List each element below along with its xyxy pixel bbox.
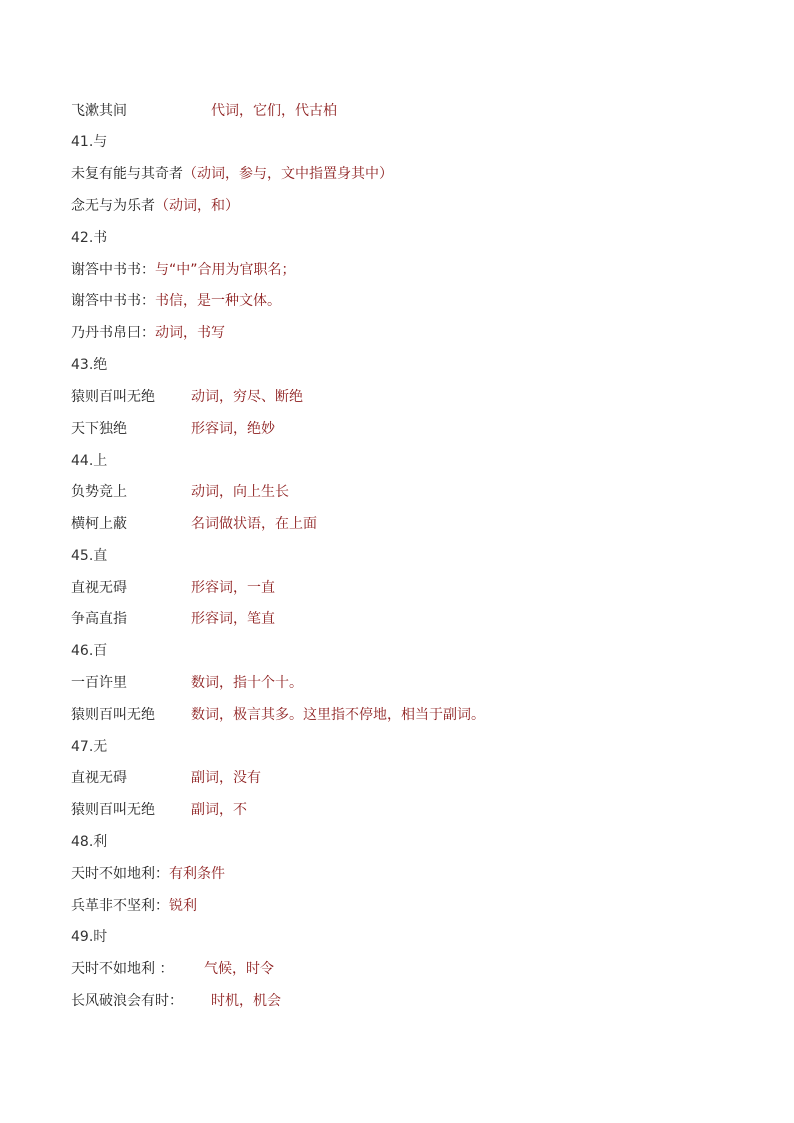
entry-gloss: 有利条件 [169, 866, 225, 882]
entry-gloss: 名词做状语，在上面 [191, 516, 317, 532]
section-heading: 44.上 [71, 453, 108, 469]
section-heading: 47.无 [71, 739, 108, 755]
entry-term: 横柯上蔽 [71, 516, 127, 532]
entry-line [71, 864, 225, 884]
section-heading: 48.利 [71, 834, 108, 850]
entry-term: 直视无碍 [71, 770, 127, 786]
entry-gloss: 锐利 [169, 898, 197, 914]
entry-term: 猿则百叫无绝 [71, 389, 155, 405]
entry-gloss: 书信，是一种文体。 [155, 293, 281, 309]
entry-term: 乃丹书帛曰： [71, 325, 155, 341]
section-heading: 46.百 [71, 643, 108, 659]
entry-term: 天下独绝 [71, 421, 127, 437]
entry-gloss: 形容词，一直 [191, 580, 275, 596]
section-heading: 41.与 [71, 134, 108, 150]
entry-term: 谢答中书书： [71, 262, 155, 278]
entry-line [71, 291, 281, 311]
entry-gloss: 动词，向上生长 [191, 484, 289, 500]
entry-gloss: 时机，机会 [211, 993, 281, 1009]
entry-line [71, 164, 393, 184]
entry-gloss: 副词，没有 [191, 770, 261, 786]
entry-gloss: 副词，不 [191, 802, 247, 818]
entry-gloss: 形容词，笔直 [191, 611, 275, 627]
entry-gloss: （动词，参与，文中指置身其中） [183, 166, 393, 182]
entry-term: 飞漱其间 [71, 103, 127, 119]
section-heading: 45.直 [71, 548, 108, 564]
entry-term: 负势竞上 [71, 484, 127, 500]
entry-gloss: （动词，和） [155, 198, 239, 214]
entry-term: 天时不如地利 ： [71, 961, 174, 977]
entry-term: 谢答中书书： [71, 293, 155, 309]
entry-line [71, 196, 239, 216]
entry-gloss: 代词，它们，代古柏 [211, 103, 337, 119]
entry-term: 直视无碍 [71, 580, 127, 596]
section-heading: 42.书 [71, 230, 108, 246]
entry-term: 兵革非不坚利： [71, 898, 169, 914]
entry-term: 未复有能与其奇者 [71, 166, 183, 182]
entry-gloss: 数词，指十个十。 [191, 675, 303, 691]
entry-term: 一百许里 [71, 675, 127, 691]
entry-term: 猿则百叫无绝 [71, 707, 155, 723]
entry-line [71, 323, 225, 343]
entry-gloss: 动词，书写 [155, 325, 225, 341]
entry-gloss: 与“中”合用为官职名； [155, 262, 296, 278]
entry-term: 猿则百叫无绝 [71, 802, 155, 818]
entry-line [71, 260, 296, 280]
entry-gloss: 气候，时令 [204, 961, 274, 977]
entry-line [71, 896, 197, 916]
section-heading: 49.时 [71, 929, 108, 945]
entry-term: 争高直指 [71, 611, 127, 627]
entry-gloss: 动词，穷尽、断绝 [191, 389, 303, 405]
entry-gloss: 形容词，绝妙 [191, 421, 275, 437]
entry-term: 天时不如地利： [71, 866, 169, 882]
entry-term: 长风破浪会有时： [71, 993, 183, 1009]
entry-gloss: 数词，极言其多。这里指不停地，相当于副词。 [191, 707, 485, 723]
entry-term: 念无与为乐者 [71, 198, 155, 214]
section-heading: 43.绝 [71, 357, 108, 373]
